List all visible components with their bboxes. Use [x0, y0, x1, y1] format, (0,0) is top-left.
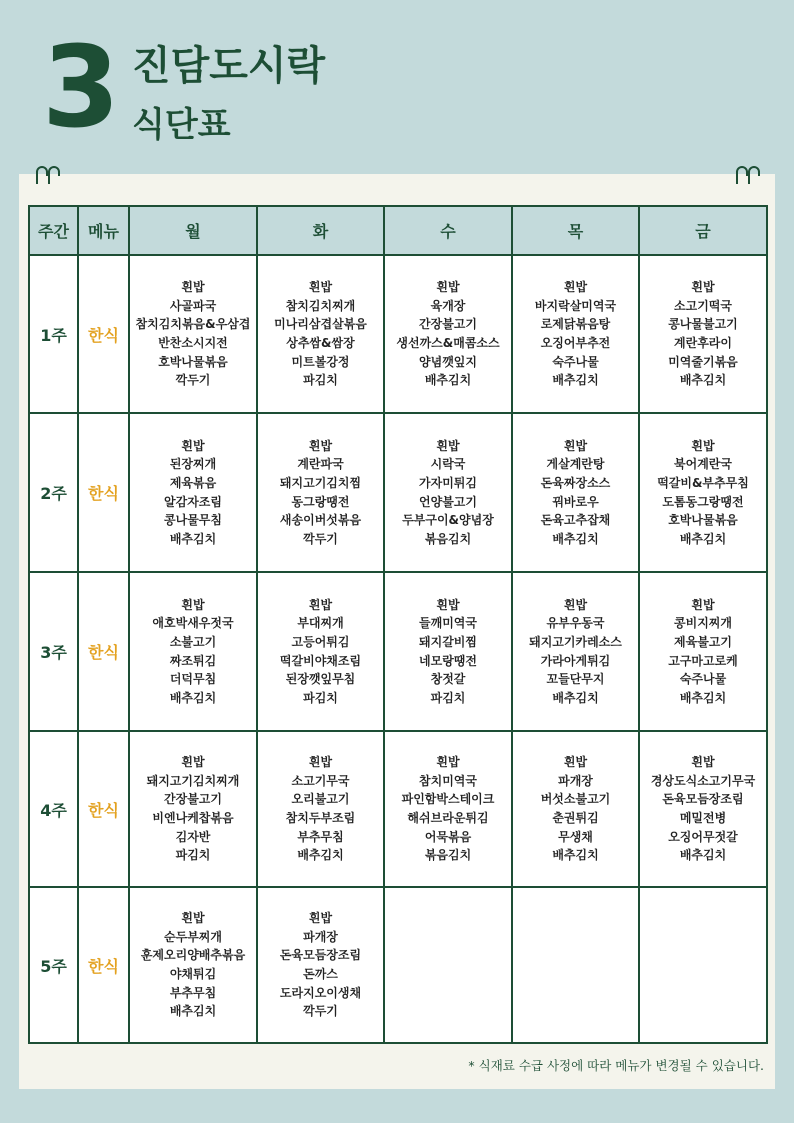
menu-item: 흰밥 [181, 438, 205, 453]
menu-item: 계란파국 [297, 457, 344, 472]
menu-item: 깍두기 [175, 373, 211, 388]
week-label: 1주 [29, 255, 78, 413]
menu-item: 흰밥 [563, 597, 588, 612]
day-menu-cell [639, 413, 767, 572]
binder-ring-icon [734, 164, 762, 186]
menu-item: 배추김치 [552, 690, 599, 705]
binder-ring-icon [34, 164, 62, 186]
menu-item: 배추김치 [552, 848, 599, 863]
menu-item: 김자반 [175, 829, 211, 844]
day-menu-cell [129, 255, 257, 413]
table-row [29, 255, 767, 413]
day-menu-cell [639, 887, 767, 1043]
day-menu-cell [639, 731, 767, 887]
menu-item: 반찬소시지전 [158, 336, 228, 350]
menu-item: 된장찌개 [169, 457, 217, 472]
day-menu-cell [384, 413, 512, 572]
menu-item: 유부우동국 [546, 616, 605, 631]
menu-type-label: 한식 [78, 887, 129, 1043]
menu-item: 깍두기 [303, 1004, 338, 1019]
menu-item: 가라아게튀김 [540, 653, 611, 668]
week-label: 3주 [29, 572, 78, 731]
day-menu-cell [129, 413, 257, 572]
menu-table [28, 205, 768, 1044]
menu-item: 들깨미역국 [419, 616, 477, 631]
menu-item: 흰밥 [691, 597, 715, 612]
menu-item: 돈육모듬장조림 [662, 792, 744, 807]
column-header-tue: 화 [257, 206, 384, 255]
menu-item: 가자미튀김 [419, 475, 477, 490]
menu-item: 미역줄기볶음 [668, 354, 738, 369]
menu-item: 경상도식소고기무국 [650, 773, 756, 788]
menu-item: 흰밥 [181, 280, 205, 295]
menu-item: 깍두기 [303, 531, 338, 546]
menu-item: 어묵볶음 [424, 829, 472, 844]
table-row [29, 572, 767, 731]
day-menu-cell [384, 731, 512, 887]
menu-item: 소고기떡국 [674, 298, 732, 313]
menu-item: 참치김치찌개 [285, 298, 356, 313]
column-header-menu: 메뉴 [78, 206, 129, 255]
table-header-row [29, 206, 767, 255]
menu-item: 파김치 [303, 373, 338, 388]
menu-item: 미나리삼겹살볶음 [274, 317, 367, 332]
day-menu-cell [512, 572, 639, 731]
menu-item: 된장깻잎무침 [285, 672, 356, 687]
day-menu-cell [639, 572, 767, 731]
menu-item: 미트볼강정 [291, 354, 350, 369]
week-label: 5주 [29, 887, 78, 1043]
menu-item: 배추김치 [169, 531, 217, 546]
menu-item: 게살계란탕 [546, 457, 605, 472]
menu-item: 북어계란국 [674, 457, 732, 472]
menu-item: 돼지갈비찜 [419, 634, 477, 649]
menu-type-label: 한식 [78, 731, 129, 887]
day-menu-cell [512, 413, 639, 572]
menu-item: 꼬들단무지 [546, 672, 605, 687]
column-header-week: 주간 [29, 206, 78, 255]
menu-item: 훈제오리양배추볶음 [140, 948, 246, 963]
menu-item: 볶음김치 [424, 531, 472, 546]
menu-item: 참치두부조림 [285, 811, 356, 825]
title-subtitle: 식단표 [132, 105, 231, 145]
menu-item: 돼지고기카레소스 [529, 634, 622, 649]
day-menu-cell [129, 887, 257, 1043]
menu-item: 참치김치볶음&우삼겹 [135, 317, 251, 332]
week-number: 3 [42, 23, 116, 153]
week-label: 2주 [29, 413, 78, 572]
menu-item: 떡갈비&부추무침 [657, 475, 749, 490]
table-row [29, 413, 767, 572]
day-menu-cell [129, 572, 257, 731]
column-header-mon: 월 [129, 206, 257, 255]
menu-item: 배추김치 [297, 848, 344, 863]
menu-item: 흰밥 [308, 755, 333, 770]
menu-item: 돈육모듬장조림 [279, 948, 362, 963]
menu-item: 동그랑땡전 [291, 494, 350, 509]
menu-item: 두부구이&양념장 [402, 513, 494, 528]
menu-item: 더덕무침 [169, 672, 217, 687]
menu-item: 꿔바로우 [552, 494, 599, 509]
menu-item: 고등어튀김 [291, 634, 350, 649]
menu-item: 해쉬브라운튀김 [407, 811, 489, 825]
menu-item: 부추무침 [169, 985, 217, 1000]
day-menu-cell [512, 731, 639, 887]
menu-item: 흰밥 [436, 280, 460, 295]
table-row [29, 887, 767, 1043]
menu-item: 고구마고로케 [668, 653, 738, 668]
menu-item: 흰밥 [181, 597, 205, 612]
menu-item: 배추김치 [552, 373, 599, 388]
menu-item: 파김치 [175, 848, 211, 863]
menu-item: 알감자조림 [164, 494, 222, 509]
day-menu-cell [512, 887, 639, 1043]
menu-item: 흰밥 [691, 280, 715, 295]
menu-item: 야채튀김 [169, 967, 217, 981]
menu-item: 돼지고기김치찌개 [146, 773, 240, 788]
menu-item: 도톰동그랑땡전 [662, 494, 744, 509]
menu-item: 오징어무젓갈 [668, 829, 738, 844]
menu-item: 부대찌개 [297, 616, 344, 631]
menu-item: 콩나물무침 [164, 513, 222, 528]
menu-item: 떡갈비야채조림 [279, 653, 362, 668]
menu-item: 메밀전병 [679, 811, 727, 825]
menu-item: 돈육짜장소스 [540, 475, 611, 490]
menu-table-body [29, 255, 767, 1043]
menu-item: 배추김치 [169, 1004, 217, 1019]
menu-item: 호박나물볶음 [668, 513, 738, 528]
menu-item: 숙주나물 [679, 672, 727, 687]
menu-item: 파인함박스테이크 [401, 792, 495, 807]
menu-item: 파김치 [303, 690, 338, 705]
menu-item: 콩비지찌개 [674, 616, 732, 631]
menu-item: 숙주나물 [552, 354, 599, 369]
menu-item: 로제닭볶음탕 [540, 317, 611, 332]
menu-item: 배추김치 [679, 690, 727, 705]
menu-item: 무생채 [558, 829, 593, 844]
menu-item: 배추김치 [679, 531, 727, 546]
column-header-wed: 수 [384, 206, 512, 255]
menu-item: 간장불고기 [419, 317, 477, 332]
menu-item: 파개장 [303, 929, 338, 944]
menu-item: 흰밥 [691, 755, 715, 770]
menu-item: 돈까스 [303, 967, 338, 981]
menu-item: 시락국 [430, 457, 466, 472]
menu-item: 창젓갈 [430, 672, 466, 687]
day-menu-cell [257, 572, 384, 731]
menu-item: 짜조튀김 [169, 653, 217, 668]
menu-item: 배추김치 [679, 373, 727, 388]
menu-item: 흰밥 [181, 911, 205, 926]
menu-item: 흰밥 [308, 438, 333, 453]
menu-item: 오징어부추전 [540, 336, 611, 350]
menu-item: 소불고기 [169, 634, 217, 649]
menu-item: 돈육고추잡채 [540, 513, 611, 528]
day-menu-cell [257, 887, 384, 1043]
menu-item: 파개장 [558, 773, 593, 788]
day-menu-cell [257, 413, 384, 572]
title-brand: 진담도시락 [132, 43, 326, 89]
menu-item: 배추김치 [424, 373, 472, 388]
menu-item: 순두부찌개 [164, 929, 222, 944]
menu-item: 호박나물볶음 [158, 354, 228, 369]
menu-type-label: 한식 [78, 572, 129, 731]
day-menu-cell [129, 731, 257, 887]
menu-type-label: 한식 [78, 255, 129, 413]
menu-item: 네모랑땡전 [419, 653, 477, 668]
menu-item: 흰밥 [308, 911, 333, 926]
day-menu-cell [384, 572, 512, 731]
menu-item: 육개장 [430, 298, 466, 313]
menu-item: 파김치 [430, 690, 466, 705]
menu-type-label: 한식 [78, 413, 129, 572]
menu-item: 배추김치 [679, 848, 727, 863]
menu-item: 참치미역국 [419, 773, 477, 788]
menu-item: 양념깻잎지 [419, 354, 477, 369]
menu-item: 돼지고기김치찜 [279, 475, 362, 490]
day-menu-cell [512, 255, 639, 413]
menu-item: 상추쌈&쌈장 [286, 336, 355, 350]
menu-item: 볶음김치 [424, 848, 472, 863]
table-row [29, 731, 767, 887]
menu-item: 소고기무국 [291, 773, 350, 788]
menu-item: 흰밥 [691, 438, 715, 453]
day-menu-cell [384, 887, 512, 1043]
menu-item: 생선까스&매콤소스 [396, 336, 500, 350]
column-header-fri: 금 [639, 206, 767, 255]
menu-item: 흰밥 [563, 438, 588, 453]
menu-item: 새송이버섯볶음 [279, 513, 362, 528]
menu-item: 흰밥 [308, 280, 333, 295]
menu-item: 부추무침 [297, 829, 344, 844]
menu-item: 흰밥 [436, 438, 460, 453]
day-menu-cell [257, 255, 384, 413]
menu-item: 오리불고기 [291, 792, 350, 807]
menu-item: 바지락살미역국 [534, 298, 617, 313]
day-menu-cell [257, 731, 384, 887]
menu-item: 버섯소불고기 [540, 792, 611, 807]
footnote: * 식재료 수급 사정에 따라 메뉴가 변경될 수 있습니다. [468, 1058, 764, 1073]
week-label: 4주 [29, 731, 78, 887]
menu-item: 언양불고기 [419, 494, 477, 509]
menu-item: 비엔나케찹볶음 [152, 811, 234, 825]
menu-item: 도라지오이생채 [279, 985, 362, 1000]
menu-item: 콩나물불고기 [668, 317, 738, 332]
day-menu-cell [639, 255, 767, 413]
menu-item: 제육볶음 [169, 475, 217, 490]
menu-item: 춘권튀김 [552, 811, 599, 825]
day-menu-cell [384, 255, 512, 413]
menu-item: 간장불고기 [164, 792, 222, 807]
menu-item: 흰밥 [436, 755, 460, 770]
column-header-thu: 목 [512, 206, 639, 255]
menu-item: 애호박새우젓국 [152, 616, 234, 631]
menu-item: 흰밥 [308, 597, 333, 612]
menu-item: 제육불고기 [674, 634, 732, 649]
menu-item: 흰밥 [181, 755, 205, 770]
menu-item: 흰밥 [563, 280, 588, 295]
menu-item: 배추김치 [169, 690, 217, 705]
menu-item: 계란후라이 [674, 336, 732, 350]
menu-item: 흰밥 [436, 597, 460, 612]
menu-item: 배추김치 [552, 531, 599, 546]
menu-item: 사골파국 [169, 298, 217, 313]
menu-item: 흰밥 [563, 755, 588, 770]
